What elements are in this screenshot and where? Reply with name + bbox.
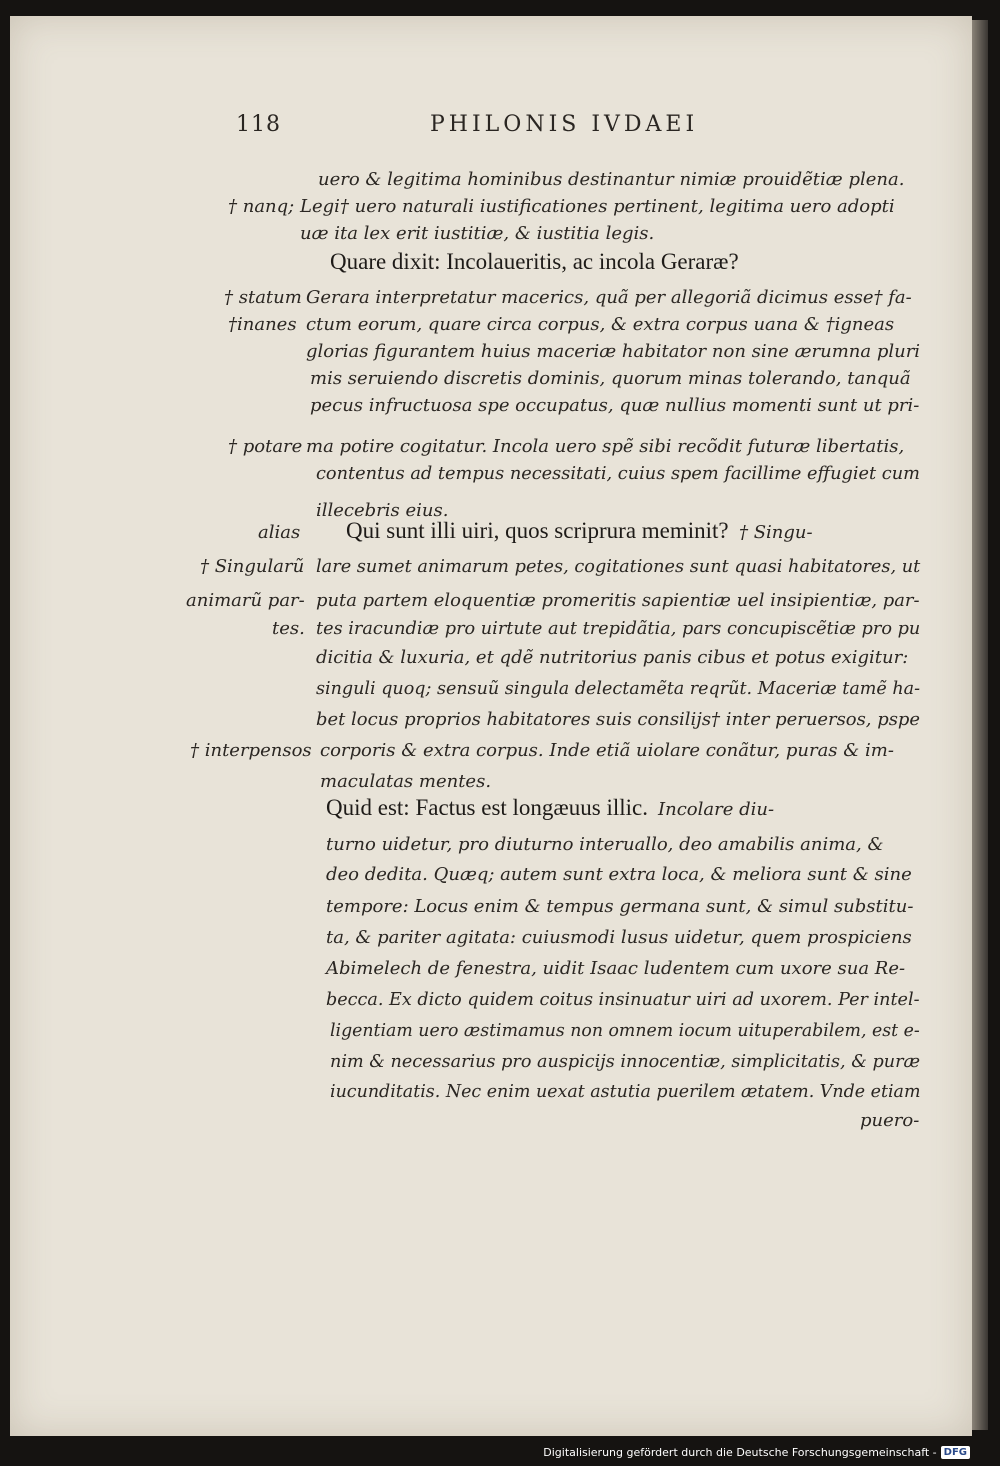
text-line <box>0 985 1000 1015</box>
body-text: tempore: Locus enim & tempus germana sunt, & simul substitu- <box>326 896 914 917</box>
body-text: singuli quoq; sensuũ singula delectamẽta reqrũt. Maceriæ tamẽ ha- <box>316 678 921 699</box>
body-text: contentus ad tempus necessitati, cuius spem facillime effugiet cum <box>316 463 920 484</box>
body-text: Legi† uero naturali iustificationes pertinent, legitima uero adopti <box>300 196 895 217</box>
body-text: deo dedita. Quæq; autem sunt extra loca, & meliora sunt & sine <box>326 864 912 885</box>
body-text: illecebris eius. <box>316 500 449 521</box>
body-text: ligentiam uero æstimamus non omnem iocum uituperabilem, est e- <box>330 1020 920 1041</box>
text-line <box>0 614 1000 644</box>
question-heading: Quare dixit: Incolaueritis, ac incola Geraræ? <box>330 249 739 274</box>
text-line <box>0 705 1000 735</box>
body-text: pecus infructuosa spe occupatus, quæ nullius momenti sunt ut pri- <box>310 395 920 416</box>
body-text: ctum eorum, quare circa corpus, & extra corpus uana & †igneas <box>306 314 895 335</box>
body-text: puta partem eloquentiæ promeritis sapientiæ uel insipientiæ, par- <box>316 590 920 611</box>
text-line <box>0 310 1000 340</box>
text-line <box>0 1047 1000 1077</box>
body-text: bet locus proprios habitatores suis consilijs† inter peruersos, pspe <box>316 709 921 730</box>
text-line <box>0 459 1000 489</box>
body-text: uæ ita lex erit iustitiæ, & iustitia legis. <box>300 223 655 244</box>
marginal-note: alias <box>258 522 301 543</box>
text-line <box>0 165 1000 195</box>
text-line <box>0 767 1000 797</box>
marginal-note: † statum <box>224 287 302 308</box>
text-line <box>0 391 1000 421</box>
running-head <box>0 112 1000 142</box>
marginal-note: †inanes <box>228 314 297 335</box>
body-text: maculatas mentes. <box>320 771 492 792</box>
question-tail-text: Incolare diu- <box>658 799 775 820</box>
text-line <box>0 586 1000 616</box>
question-heading: Qui sunt illi uiri, quos scriprura meminit? <box>346 518 729 543</box>
marginal-note: † nanq; <box>228 196 295 217</box>
body-text: ta, & pariter agitata: cuiusmodi lusus uidetur, quem prospiciens <box>326 927 912 948</box>
text-line <box>0 337 1000 367</box>
body-text: mis seruiendo discretis dominis, quorum minas tolerando, tanquã <box>310 368 911 389</box>
text-line <box>0 674 1000 704</box>
question-tail-text: † Singu- <box>739 522 813 543</box>
question-heading: Quid est: Factus est longæuus illic. <box>326 795 648 820</box>
body-text: becca. Ex dicto quidem coitus insinuatur uiri ad uxorem. Per intel- <box>326 989 920 1010</box>
credit-text: Digitalisierung gefördert durch die Deutsche Forschungsgemeinschaft - <box>543 1445 937 1459</box>
body-text: Gerara interpretatur macerics, quã per allegoriã dicimus esse† fa- <box>306 287 912 308</box>
text-line <box>0 1077 1000 1107</box>
body-text: Abimelech de fenestra, uidit Isaac ludentem cum uxore sua Re- <box>326 958 906 979</box>
body-text: puero- <box>860 1110 920 1131</box>
text-line <box>0 552 1000 582</box>
body-text: iucunditatis. Nec enim uexat astutia puerilem ætatem. Vnde etiam <box>330 1081 921 1102</box>
text-line <box>0 192 1000 222</box>
body-text: glorias figurantem huius maceriæ habitator non sine ærumna pluri <box>306 341 921 362</box>
marginal-note: animarũ par- <box>186 590 305 611</box>
marginal-note: † Singularũ <box>200 556 305 577</box>
body-text: turno uidetur, pro diuturno interuallo, deo amabilis anima, & <box>326 834 884 855</box>
marginal-note: † interpensos <box>190 740 312 761</box>
marginal-note: tes. <box>272 618 305 639</box>
body-text: tes iracundiæ pro uirtute aut trepidãtia, pars concupiscẽtiæ pro pu <box>316 618 921 639</box>
footer-credit <box>543 1443 970 1461</box>
text-line <box>0 830 1000 860</box>
text-line <box>0 860 1000 890</box>
text-line <box>0 364 1000 394</box>
text-line <box>0 954 1000 984</box>
running-title: PHILONIS IVDAEI <box>430 112 699 137</box>
text-line <box>0 923 1000 953</box>
text-line <box>0 219 1000 249</box>
body-text: lare sumet animarum petes, cogitationes sunt quasi habitatores, ut <box>316 556 921 577</box>
text-line <box>0 249 1000 279</box>
text-line <box>0 892 1000 922</box>
body-text: uero & legitima hominibus destinantur nimiæ prouidẽtiæ plena. <box>318 169 905 190</box>
dfg-logo: DFG <box>941 1446 970 1459</box>
text-line <box>0 283 1000 313</box>
body-text: dicitia & luxuria, et qdẽ nutritorius panis cibus et potus exigitur: <box>316 647 909 668</box>
text-line <box>0 795 1000 825</box>
text-line <box>0 643 1000 673</box>
text-line <box>0 1106 1000 1136</box>
body-text: nim & necessarius pro auspicijs innocentiæ, simplicitatis, & puræ <box>330 1051 921 1072</box>
body-text: ma potire cogitatur. Incola uero spẽ sibi recõdit futuræ libertatis, <box>306 436 905 457</box>
text-line <box>0 432 1000 462</box>
body-text: corporis & extra corpus. Inde etiã uiolare conãtur, puras & im- <box>320 740 894 761</box>
text-line <box>0 736 1000 766</box>
text-line <box>0 1016 1000 1046</box>
marginal-note: † potare <box>228 436 303 457</box>
text-line <box>0 518 1000 548</box>
page-number: 118 <box>236 112 281 137</box>
